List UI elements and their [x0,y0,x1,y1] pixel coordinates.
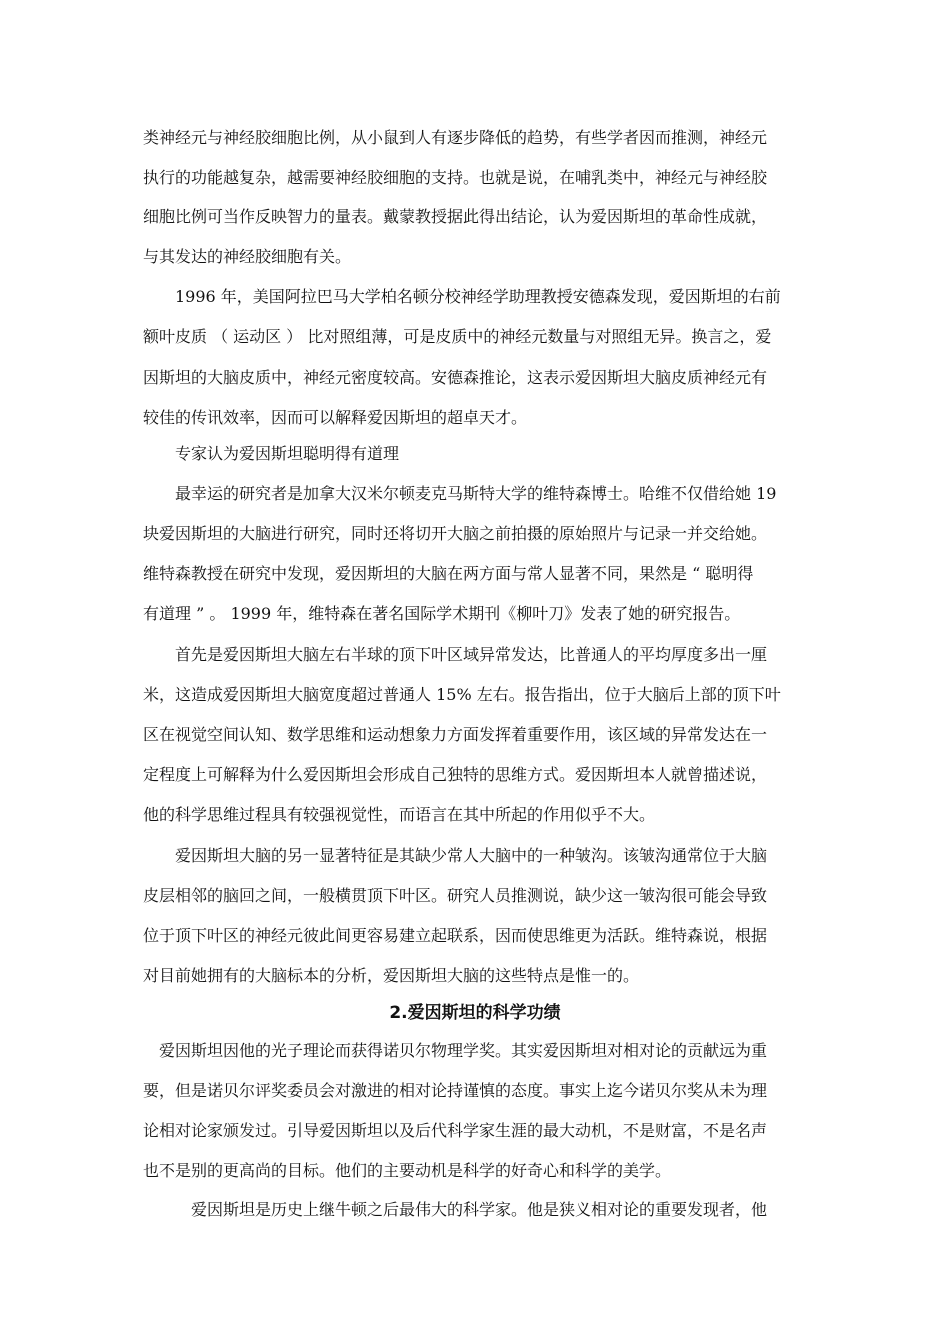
text-line: 维特森教授在研究中发现，爱因斯坦的大脑在两方面与常人显著不同，果然是 “ 聪明得 [143,564,754,583]
text-line: 类神经元与神经胶细胞比例，从小鼠到人有逐步降低的趋势，有些学者因而推测，神经元 [143,128,768,147]
text-line: 定程度上可解释为什么爱因斯坦会形成自己独特的思维方式。爱因斯坦本人就曾描述说， [143,765,768,784]
text-line: 细胞比例可当作反映智力的量表。戴蒙教授据此得出结论，认为爱因斯坦的革命性成就， [143,207,768,226]
text-line: 块爱因斯坦的大脑进行研究，同时还将切开大脑之前拍摄的原始照片与记录一并交给她。 [143,524,768,543]
text-line: 与其发达的神经胶细胞有关。 [143,247,352,266]
text-line: 爱因斯坦大脑的另一显著特征是其缺少常人大脑中的一种皱沟。该皱沟通常位于大脑 [143,846,768,865]
text-line: 他的科学思维过程具有较强视觉性，而语言在其中所起的作用似乎不大。 [143,805,656,824]
text-line: 位于顶下叶区的神经元彼此间更容易建立起联系，因而使思维更为活跃。维特森说，根据 [143,926,768,945]
subheading: 专家认为爱因斯坦聪明得有道理 [143,444,400,463]
text-line: 对目前她拥有的大脑标本的分析，爱因斯坦大脑的这些特点是惟一的。 [143,966,640,985]
text-line: 爱因斯坦因他的光子理论而获得诺贝尔物理学奖。其实爱因斯坦对相对论的贡献远为重 [143,1041,768,1060]
section-heading: 2.爱因斯坦的科学功绩 [389,1003,561,1023]
text-line: 有道理 ” 。 1999 年，维特森在著名国际学术期刊《柳叶刀》发表了她的研究报告。 [143,604,741,623]
text-line: 爱因斯坦是历史上继牛顿之后最伟大的科学家。他是狭义相对论的重要发现者，他 [143,1200,768,1219]
text-line: 因斯坦的大脑皮质中，神经元密度较高。安德森推论，这表示爱因斯坦大脑皮质神经元有 [143,368,768,387]
text-line: 执行的功能越复杂，越需要神经胶细胞的支持。也就是说，在哺乳类中，神经元与神经胶 [143,168,768,187]
text-line: 较佳的传讯效率，因而可以解释爱因斯坦的超卓天才。 [143,408,528,427]
text-line: 论相对论家颁发过。引导爱因斯坦以及后代科学家生涯的最大动机，不是财富，不是名声 [143,1121,768,1140]
text-line: 首先是爱因斯坦大脑左右半球的顶下叶区域异常发达，比普通人的平均厚度多出一厘 [143,645,768,664]
text-line: 1996 年，美国阿拉巴马大学柏名顿分校神经学助理教授安德森发现，爱因斯坦的右前 [143,287,781,306]
text-line: 额叶皮质 （ 运动区 ） 比对照组薄，可是皮质中的神经元数量与对照组无异。换言之，爱 [143,327,772,346]
text-line: 区在视觉空间认知、数学思维和运动想象力方面发挥着重要作用，该区域的异常发达在一 [143,725,768,744]
text-line: 皮层相邻的脑回之间，一般横贯顶下叶区。研究人员推测说，缺少这一皱沟很可能会导致 [143,886,768,905]
text-line: 要，但是诺贝尔评奖委员会对激进的相对论持谨慎的态度。事实上迄今诺贝尔奖从未为理 [143,1081,768,1100]
text-line: 也不是别的更高尚的目标。他们的主要动机是科学的好奇心和科学的美学。 [143,1161,672,1180]
text-line: 米，这造成爱因斯坦大脑宽度超过普通人 15% 左右。报告指出，位于大脑后上部的顶下叶 [143,685,781,704]
text-line: 最幸运的研究者是加拿大汉米尔顿麦克马斯特大学的维特森博士。哈维不仅借给她 19 [143,484,777,503]
